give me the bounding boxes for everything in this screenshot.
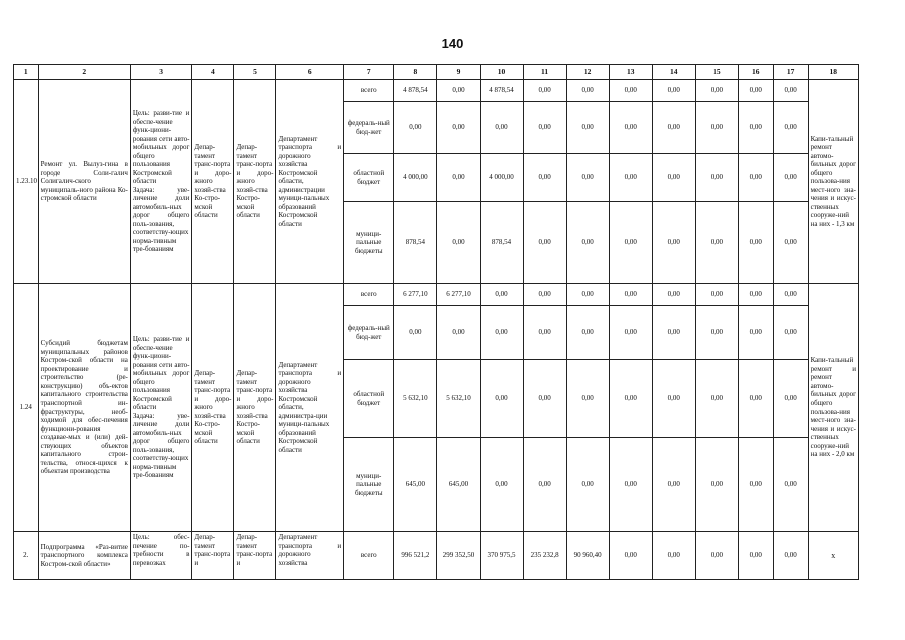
table-row [14, 532, 859, 580]
funding-source-label: всего [344, 80, 394, 102]
item-name: Ремонт ул. Вылуз-гина в городе Соли-галич Солигалич-ского муниципаль-ного района Ко-стромской области [38, 80, 130, 284]
executors: Департамент транспорта и дорожного хозяйства Костромской области, администрации муници-пальных образований Костромской области [276, 80, 344, 284]
column-header: 12 [566, 65, 609, 80]
coordinator-department: Депар-тамент транс-порта и доро-жного хозяй-ства Костро-мской области [234, 80, 276, 284]
executors: Департамент транспорта и дорожного хозяйства [276, 532, 344, 580]
funding-value: 0,00 [738, 532, 773, 580]
funding-value: 0,00 [609, 438, 652, 532]
funding-value: 0,00 [652, 154, 695, 202]
funding-value: 0,00 [609, 202, 652, 284]
page-number: 140 [441, 36, 464, 51]
table-row [14, 284, 859, 306]
funding-value: 235 232,8 [523, 532, 566, 580]
funding-source-label: муници-пальные бюджеты [344, 438, 394, 532]
funding-value: 0,00 [773, 102, 808, 154]
funding-value: 90 960,40 [566, 532, 609, 580]
funding-value: 0,00 [394, 306, 437, 360]
funding-value: 0,00 [437, 154, 480, 202]
funding-value: 0,00 [773, 202, 808, 284]
funding-value: 0,00 [609, 306, 652, 360]
responsible-department: Депар-тамент транс-порта и доро-жного хозяй-ства Ко-стро-мской области [192, 80, 234, 284]
item-number: 2. [14, 532, 39, 580]
funding-value: 0,00 [523, 360, 566, 438]
responsible-department: Депар-тамент транс-порта и доро-жного хозяй-ства Ко-стро-мской области [192, 284, 234, 532]
funding-value: 5 632,10 [394, 360, 437, 438]
funding-source-label: всего [344, 532, 394, 580]
column-header: 10 [480, 65, 523, 80]
funding-value: 0,00 [523, 80, 566, 102]
column-header: 15 [695, 65, 738, 80]
funding-value: 0,00 [480, 102, 523, 154]
funding-value: 0,00 [773, 80, 808, 102]
funding-value: 0,00 [773, 284, 808, 306]
item-goal: Цель: разви-тие и обеспе-чение функ-циони-рования сети авто-мобильных дорог общего пользования Костромской области Задача: уве-личение доли автомобиль-ных дорог общего поль-зования, соответству-ющих норма-тивным тре-бованиям [130, 284, 192, 532]
funding-value: 0,00 [738, 284, 773, 306]
funding-value: 0,00 [695, 306, 738, 360]
funding-value: 0,00 [738, 306, 773, 360]
funding-value: 0,00 [738, 102, 773, 154]
funding-value: 0,00 [695, 360, 738, 438]
funding-value: 0,00 [773, 306, 808, 360]
executors: Департамент транспорта и дорожного хозяйства Костромской области, администра-ции муници-пальных образований Костромской области [276, 284, 344, 532]
funding-source-label: всего [344, 284, 394, 306]
funding-value: 0,00 [652, 284, 695, 306]
funding-value: 370 975,5 [480, 532, 523, 580]
funding-value: 0,00 [652, 80, 695, 102]
coordinator-department: Депар-тамент транс-порта и [234, 532, 276, 580]
funding-value: 0,00 [566, 284, 609, 306]
funding-value: 0,00 [609, 80, 652, 102]
funding-value: 0,00 [773, 438, 808, 532]
funding-value: 299 352,50 [437, 532, 480, 580]
column-header: 4 [192, 65, 234, 80]
funding-value: 0,00 [773, 532, 808, 580]
funding-value: 0,00 [652, 360, 695, 438]
column-header: 9 [437, 65, 480, 80]
funding-source-label: федераль-ный бюд-жет [344, 102, 394, 154]
coordinator-department: Депар-тамент транс-порта и доро-жного хозяй-ства Костро-мской области [234, 284, 276, 532]
column-header: 3 [130, 65, 192, 80]
funding-value: 0,00 [609, 284, 652, 306]
funding-value: 0,00 [652, 532, 695, 580]
funding-value: 0,00 [695, 80, 738, 102]
column-header: 13 [609, 65, 652, 80]
funding-value: 0,00 [566, 154, 609, 202]
funding-value: 0,00 [566, 306, 609, 360]
funding-value: 0,00 [523, 284, 566, 306]
funding-value: 0,00 [695, 284, 738, 306]
expected-result: Капи-тальный ремонт автомо-бильных дорог общего пользова-ния мест-ного зна-чения и искус-ственных сооруже-ний на них - 1,3 км [808, 80, 858, 284]
funding-value: 0,00 [609, 360, 652, 438]
item-number: 1.23.10 [14, 80, 39, 284]
column-header: 18 [808, 65, 858, 80]
expected-result: х [808, 532, 858, 580]
table-row [14, 80, 859, 102]
column-header: 7 [344, 65, 394, 80]
column-header: 1 [14, 65, 39, 80]
funding-value: 0,00 [695, 102, 738, 154]
funding-value: 0,00 [566, 438, 609, 532]
funding-value: 0,00 [480, 360, 523, 438]
funding-value: 0,00 [437, 202, 480, 284]
funding-source-label: муници-пальные бюджеты [344, 202, 394, 284]
funding-value: 0,00 [566, 80, 609, 102]
funding-value: 0,00 [773, 154, 808, 202]
funding-value: 5 632,10 [437, 360, 480, 438]
item-name: Подпрограмма «Раз-витие транспортного комплекса Костром-ской области» [38, 532, 130, 580]
funding-value: 0,00 [566, 102, 609, 154]
funding-value: 0,00 [480, 284, 523, 306]
funding-value: 0,00 [695, 154, 738, 202]
responsible-department: Депар-тамент транс-порта и [192, 532, 234, 580]
funding-value: 645,00 [437, 438, 480, 532]
funding-value: 0,00 [652, 202, 695, 284]
funding-value: 0,00 [738, 438, 773, 532]
funding-value: 0,00 [738, 360, 773, 438]
funding-value: 0,00 [523, 438, 566, 532]
funding-value: 4 878,54 [480, 80, 523, 102]
column-number-row [14, 65, 859, 80]
expected-result: Капи-тальный ремонт и ремонт автомо-бильных дорог общего пользова-ния мест-ного зна-чения и искус-ственных сооруже-ний на них - 2,0 км [808, 284, 858, 532]
funding-value: 0,00 [523, 306, 566, 360]
funding-value: 0,00 [437, 102, 480, 154]
funding-value: 0,00 [437, 306, 480, 360]
column-header: 17 [773, 65, 808, 80]
funding-value: 0,00 [437, 80, 480, 102]
item-number: 1.24 [14, 284, 39, 532]
item-name: Субсидий бюджетам муниципальных районов Костром-ской области на проектирование и строительство (ре-конструкцию) объ-ектов капитального строительства транспортной ин-фраструктуры, необ-ходимой для обес-печения функциони-рования создавае-мых и (или) дей-ствующих объектов капитального строи-тельства, относя-щихся к объектам производства [38, 284, 130, 532]
funding-value: 0,00 [652, 306, 695, 360]
funding-value: 0,00 [695, 532, 738, 580]
item-goal: Цель: обес-печение по-требности в перевозках [130, 532, 192, 580]
funding-value: 0,00 [738, 80, 773, 102]
column-header: 8 [394, 65, 437, 80]
funding-value: 0,00 [652, 438, 695, 532]
funding-value: 0,00 [773, 360, 808, 438]
funding-value: 0,00 [652, 102, 695, 154]
funding-value: 878,54 [394, 202, 437, 284]
funding-value: 0,00 [609, 532, 652, 580]
funding-value: 4 878,54 [394, 80, 437, 102]
funding-value: 0,00 [394, 102, 437, 154]
program-table [13, 64, 859, 580]
funding-value: 0,00 [566, 360, 609, 438]
column-header: 6 [276, 65, 344, 80]
funding-value: 0,00 [523, 202, 566, 284]
funding-value: 0,00 [609, 102, 652, 154]
funding-value: 6 277,10 [437, 284, 480, 306]
funding-value: 4 000,00 [394, 154, 437, 202]
funding-value: 878,54 [480, 202, 523, 284]
funding-value: 0,00 [523, 102, 566, 154]
funding-value: 0,00 [480, 438, 523, 532]
item-goal: Цель: разви-тие и обеспе-чение функ-циони-рования сети авто-мобильных дорог общего пользования Костромской области Задача: уве-личение доли автомобиль-ных дорог общего поль-зования, соответству-ющих норма-тивным тре-бованиям [130, 80, 192, 284]
funding-source-label: областной бюджет [344, 360, 394, 438]
funding-value: 0,00 [695, 438, 738, 532]
funding-value: 0,00 [523, 154, 566, 202]
funding-value: 0,00 [566, 202, 609, 284]
funding-value: 6 277,10 [394, 284, 437, 306]
funding-value: 4 000,00 [480, 154, 523, 202]
funding-value: 0,00 [738, 202, 773, 284]
column-header: 14 [652, 65, 695, 80]
funding-value: 996 521,2 [394, 532, 437, 580]
funding-value: 645,00 [394, 438, 437, 532]
column-header: 2 [38, 65, 130, 80]
funding-value: 0,00 [738, 154, 773, 202]
funding-value: 0,00 [695, 202, 738, 284]
funding-source-label: федераль-ный бюд-жет [344, 306, 394, 360]
column-header: 5 [234, 65, 276, 80]
funding-source-label: областной бюджет [344, 154, 394, 202]
column-header: 11 [523, 65, 566, 80]
column-header: 16 [738, 65, 773, 80]
funding-value: 0,00 [480, 306, 523, 360]
funding-value: 0,00 [609, 154, 652, 202]
